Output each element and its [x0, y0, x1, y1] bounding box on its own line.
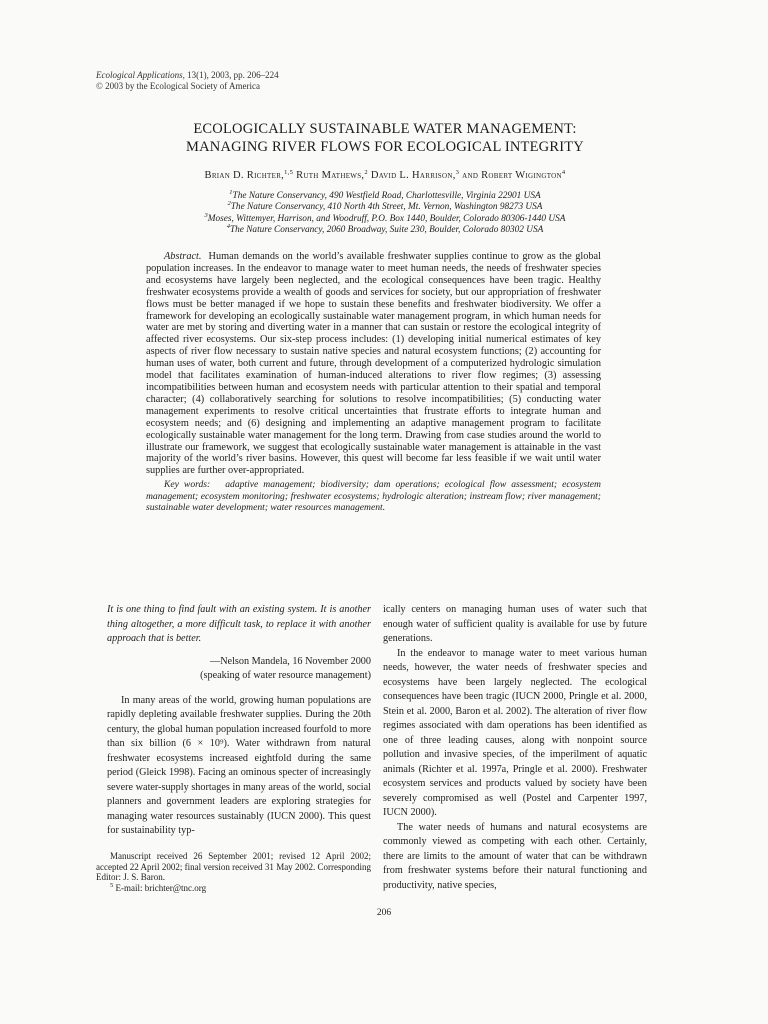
- journal-header: [96, 70, 279, 92]
- journal-citation: [96, 70, 279, 81]
- email-text: E-mail: brichter@tnc.org: [113, 882, 207, 893]
- keywords: [146, 479, 601, 513]
- affiliation: [96, 202, 674, 213]
- keywords-label: Key words:: [164, 479, 211, 491]
- author-affiliation-mark: 1,5: [284, 169, 294, 176]
- affiliation-mark: 2: [227, 200, 231, 208]
- affiliation-mark: 3: [204, 211, 208, 219]
- affiliation: [96, 191, 674, 202]
- author-name: David L. Harrison,: [370, 170, 456, 181]
- right-column: [383, 603, 647, 893]
- author-name: and Robert Wigington: [462, 170, 562, 181]
- journal-name: Ecological Applications,: [96, 70, 185, 80]
- affiliation-mark: 4: [226, 223, 230, 231]
- affiliation: [96, 211, 674, 225]
- affiliation-list: [96, 191, 674, 237]
- abstract-text: Human demands on the world’s available freshwater supplies continue to grow as the global population increases. In the endeavor to manage water to meet human needs, the needs of freshwater species and ecosystems have largely been neglected, and the ecological consequences have been tragic. Healthy freshwater ecosystems provide a wealth of goods and services for society, but our appropriation of freshwater flows must be better managed if we hope to sustain these benefits and freshwater biodiversity. We offer a framework for developing an ecologically sustainable water management program, in which human needs for water are met by storing and diverting water in a manner that can sustain or restore the ecological integrity of affected river ecosystems. Our six-step process includes: (1) developing initial numerical estimates of key aspects of river flow necessary to sustain native species and natural ecosystem functions; (2) accounting for human uses of water, both current and future, through development of a computerized hydrologic simulation model that facilitates examination of human-induced alterations to river flow regimes; (3) assessing incompatibilities between human and ecosystem needs with particular attention to their spatial and temporal character; (4) collaboratively searching for solutions to resolve incompatibilities; (5) conducting water management experiments to resolve critical uncertainties that frustrate efforts to integrate human and ecosystem needs; and (6) designing and implementing an adaptive management program to facilitate ecologically sustainable water management for the long term. Drawing from case studies around the world to illustrate our framework, we suggest that ecologically sustainable water management is attainable in the vast majority of the world’s river basins. However, this quest will become far less feasible if we wait until water supplies are further over-appropriated.: [146, 251, 601, 477]
- keywords-text: adaptive management; biodiversity; dam operations; ecological flow assessment; ecosystem management; ecosystem monitoring; freshwater ecosystems; hydrologic alteration; instream flow; river management; sustainable water development; water resources management.: [146, 479, 601, 513]
- epigraph-attribution: [107, 655, 371, 684]
- body-paragraph: In many areas of the world, growing human populations are rapidly depleting available freshwater supplies. During the 20th century, the global human population increased fourfold to more than six billion (6 × 10⁹). Water withdrawn from natural freshwater ecosystems increased eightfold during the same period (Gleick 1998). Facing an ominous specter of increasingly severe water-supply shortages in many areas of the world, social planners and government leaders are exploring strategies for managing water resources sustainably (IUCN 2000). This quest for sustainability typ-: [107, 694, 371, 836]
- abstract-paragraph: [146, 251, 601, 477]
- author-affiliation-mark: 2: [364, 169, 368, 176]
- epigraph: It is one thing to find fault with an existing system. It is another thing altogether, a more difficult task, to replace it with another approach that is better.: [107, 604, 371, 644]
- author-affiliation-mark: 4: [561, 169, 566, 176]
- left-column: [107, 603, 371, 839]
- footnote-mark: 5: [110, 881, 114, 889]
- author-list: [96, 169, 674, 183]
- attribution-line-1: —Nelson Mandela, 16 November 2000: [210, 655, 371, 667]
- abstract-label: Abstract.: [164, 251, 202, 262]
- manuscript-footnote: Manuscript received 26 September 2001; revised 12 April 2002; accepted 22 April 2002; final version received 31 May 2002. Corresponding Editor: J. S. Baron.: [96, 851, 371, 883]
- affiliation-mark: 1: [229, 189, 233, 196]
- abstract: [146, 251, 601, 513]
- email-footnote: [96, 883, 371, 894]
- affiliation-text: The Nature Conservancy, 490 Westfield Road, Charlottesville, Virginia 22901 USA: [232, 191, 541, 201]
- author-name: Ruth Mathews,: [296, 170, 365, 181]
- title-line-2: MANAGING RIVER FLOWS FOR ECOLOGICAL INTEGRITY: [186, 139, 584, 155]
- affiliation-text: Moses, Wittemyer, Harrison, and Woodruff, P.O. Box 1440, Boulder, Colorado 80306-1440 USA: [207, 213, 566, 224]
- affiliation-text: The Nature Conservancy, 410 North 4th Street, Mt. Vernon, Washington 98273 USA: [230, 202, 543, 213]
- page-number: 206: [376, 908, 392, 918]
- author-affiliation-mark: 3: [455, 169, 460, 176]
- body-paragraph: The water needs of humans and natural ecosystems are commonly viewed as competing with each other. Certainly, there are limits to the amount of water that can be withdrawn from freshwater systems before their natural functioning and productivity, native species,: [383, 821, 647, 891]
- body-paragraph: ically centers on managing human uses of water such that enough water of sufficient quality is available for use by future generations.: [383, 604, 647, 644]
- footnotes: [96, 851, 371, 893]
- attribution-line-2: (speaking of water resource management): [200, 670, 371, 681]
- author-name: Brian D. Richter,: [204, 170, 285, 181]
- title-line-1: ECOLOGICALLY SUSTAINABLE WATER MANAGEMENT:: [193, 121, 577, 137]
- affiliation: [96, 225, 674, 236]
- title-block: [96, 120, 674, 237]
- journal-details: 13(1), 2003, pp. 206–224: [184, 70, 279, 80]
- affiliation-text: The Nature Conservancy, 2060 Broadway, Suite 230, Boulder, Colorado 80302 USA: [229, 225, 544, 236]
- copyright-line: © 2003 by the Ecological Society of America: [96, 81, 261, 91]
- body-paragraph: In the endeavor to manage water to meet various human needs, however, the water needs of freshwater species and ecosystems have been largely neglected. The ecological consequences have been tragic (IUCN 2000, Pringle et al. 2000, Stein et al. 2000, Baron et al. 2002). The alteration of river flow regimes associated with dam operations has been identified as one of three leading causes, along with nonpoint source pollution and invasive species, of the imperilment of aquatic animals (Richter et al. 1997a, Pringle et al. 2000). Freshwater ecosystem services and products valued by society have been severely compromised as well (Postel and Carpenter 1997, IUCN 2000).: [383, 647, 647, 818]
- article-title: [96, 120, 674, 156]
